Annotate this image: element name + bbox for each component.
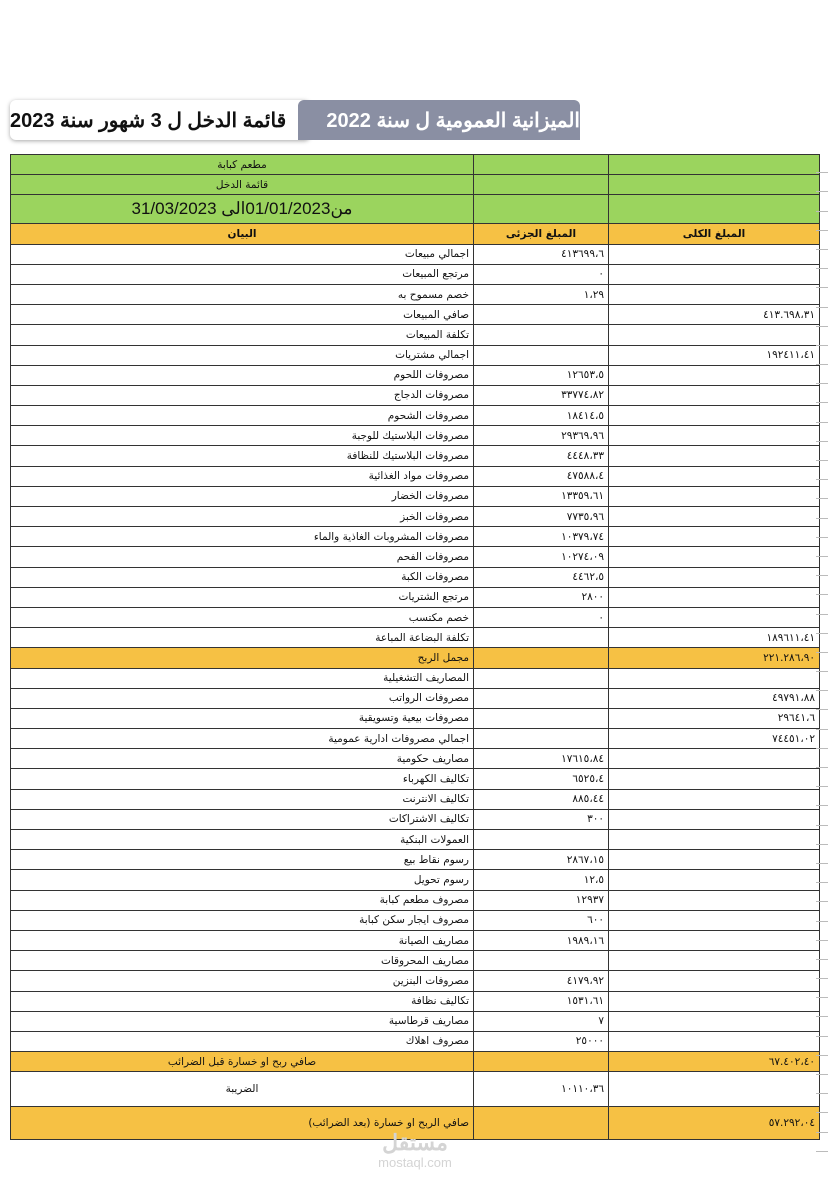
row-total-amount[interactable] bbox=[609, 244, 820, 264]
row-total-amount[interactable] bbox=[609, 951, 820, 971]
row-desc[interactable]: مجمل الربح bbox=[11, 648, 474, 668]
table-row bbox=[11, 870, 820, 890]
row-partial-amount[interactable]: ٤٧٥٨٨،٤ bbox=[474, 466, 609, 486]
table-row bbox=[11, 507, 820, 527]
stub-cell bbox=[816, 730, 828, 749]
table-row bbox=[11, 446, 820, 466]
watermark bbox=[360, 1130, 470, 1170]
row-total-amount[interactable] bbox=[609, 668, 820, 688]
row-partial-amount[interactable] bbox=[474, 951, 609, 971]
row-desc[interactable]: مصروفات الفحم bbox=[11, 547, 474, 567]
table-row bbox=[11, 910, 820, 930]
row-desc[interactable]: اجمالي مبيعات bbox=[11, 244, 474, 264]
row-total-amount[interactable] bbox=[609, 426, 820, 446]
table-row bbox=[11, 587, 820, 607]
row-total-amount[interactable] bbox=[609, 567, 820, 587]
row-desc[interactable]: خصم مسموح به bbox=[11, 284, 474, 304]
row-desc[interactable]: المصاريف التشغيلية bbox=[11, 668, 474, 688]
stub-cell bbox=[816, 192, 828, 211]
row-partial-amount[interactable] bbox=[474, 325, 609, 345]
table-row bbox=[11, 325, 820, 345]
stub-cell bbox=[816, 538, 828, 557]
stub-cell bbox=[816, 768, 828, 787]
table-row bbox=[11, 971, 820, 991]
stub-cell bbox=[816, 787, 828, 806]
column-header-row bbox=[11, 224, 820, 244]
watermark-logo: مستقل bbox=[382, 1130, 448, 1155]
watermark-text: mostaql.com bbox=[378, 1155, 452, 1170]
stub-cell bbox=[816, 1133, 828, 1152]
stub-cell bbox=[816, 154, 828, 173]
row-total-amount[interactable] bbox=[609, 486, 820, 506]
row-partial-amount[interactable]: ٢٨٠٠ bbox=[474, 587, 609, 607]
table-row bbox=[11, 385, 820, 405]
stub-cell bbox=[816, 749, 828, 768]
stub-cell bbox=[816, 173, 828, 192]
row-desc[interactable]: صافي المبيعات bbox=[11, 305, 474, 325]
stub-cell bbox=[816, 1017, 828, 1036]
stub-cell bbox=[816, 806, 828, 825]
row-total-amount[interactable]: ٦٧.٤٠٢،٤٠ bbox=[609, 1052, 820, 1072]
table-row bbox=[11, 264, 820, 284]
row-partial-amount[interactable]: ١٥٣١،٦١ bbox=[474, 991, 609, 1011]
row-total-amount[interactable] bbox=[609, 264, 820, 284]
table-row bbox=[11, 830, 820, 850]
row-total-amount[interactable] bbox=[609, 870, 820, 890]
row-total-amount[interactable] bbox=[609, 769, 820, 789]
stub-cell bbox=[816, 710, 828, 729]
table-row bbox=[11, 1031, 820, 1051]
table-row bbox=[11, 426, 820, 446]
table-row bbox=[11, 284, 820, 304]
table-row bbox=[11, 466, 820, 486]
row-partial-amount[interactable] bbox=[474, 1052, 609, 1072]
row-partial-amount[interactable] bbox=[474, 628, 609, 648]
stub-cell bbox=[816, 883, 828, 902]
stub-cell bbox=[816, 998, 828, 1017]
row-desc[interactable]: مصروفات الدجاج bbox=[11, 385, 474, 405]
row-partial-amount[interactable]: ٧ bbox=[474, 1011, 609, 1031]
row-partial-amount[interactable]: ١٠٢٧٤،٠٩ bbox=[474, 547, 609, 567]
stub-cell bbox=[816, 864, 828, 883]
row-desc[interactable]: مصروفات البنزين bbox=[11, 971, 474, 991]
table-row bbox=[11, 567, 820, 587]
row-desc[interactable]: مصروفات المشروبات الغاذية والماء bbox=[11, 527, 474, 547]
stub-cell bbox=[816, 595, 828, 614]
row-desc[interactable]: رسوم تحويل bbox=[11, 870, 474, 890]
stub-cell bbox=[816, 250, 828, 269]
stub-cell bbox=[816, 365, 828, 384]
stub-cell bbox=[816, 691, 828, 710]
table-row bbox=[11, 365, 820, 385]
statement-row bbox=[11, 175, 820, 195]
sheet-tab-balance-sheet[interactable]: الميزانية العمومية ل سنة 2022 bbox=[298, 100, 580, 140]
row-desc[interactable]: تكلفة المبيعات bbox=[11, 325, 474, 345]
table-row bbox=[11, 527, 820, 547]
table-row bbox=[11, 305, 820, 325]
row-total-amount[interactable]: ١٩٢٤١١،٤١ bbox=[609, 345, 820, 365]
row-total-amount[interactable] bbox=[609, 406, 820, 426]
row-partial-amount[interactable]: ١٠١١٠،٣٦ bbox=[474, 1072, 609, 1107]
row-desc[interactable]: اجمالي مشتريات bbox=[11, 345, 474, 365]
table-row bbox=[11, 668, 820, 688]
row-desc[interactable]: الضريبة bbox=[11, 1072, 474, 1107]
row-partial-amount[interactable]: ١،٢٩ bbox=[474, 284, 609, 304]
row-partial-amount[interactable] bbox=[474, 830, 609, 850]
row-total-amount[interactable] bbox=[609, 1072, 820, 1107]
row-partial-amount[interactable]: ١٣٣٥٩،٦١ bbox=[474, 486, 609, 506]
row-desc[interactable]: رسوم نقاط بيع bbox=[11, 850, 474, 870]
stub-cell bbox=[816, 346, 828, 365]
row-partial-amount[interactable]: ٤١٧٩،٩٢ bbox=[474, 971, 609, 991]
row-partial-amount[interactable] bbox=[474, 345, 609, 365]
row-desc[interactable]: مصاريف قرطاسية bbox=[11, 1011, 474, 1031]
row-total-amount[interactable] bbox=[609, 1031, 820, 1051]
row-total-amount[interactable] bbox=[609, 365, 820, 385]
row-total-amount[interactable] bbox=[609, 809, 820, 829]
row-desc[interactable]: مصروفات البلاستيك للنظافة bbox=[11, 446, 474, 466]
table-row bbox=[11, 930, 820, 950]
row-total-amount[interactable] bbox=[609, 890, 820, 910]
table-row bbox=[11, 890, 820, 910]
table-row bbox=[11, 345, 820, 365]
row-desc[interactable]: مصروف اهلاك bbox=[11, 1031, 474, 1051]
stub-cell bbox=[816, 1075, 828, 1094]
row-desc[interactable]: مصروف ايجار سكن كبابة bbox=[11, 910, 474, 930]
tax-row bbox=[11, 1072, 820, 1107]
table-row bbox=[11, 688, 820, 708]
stub-cell bbox=[816, 634, 828, 653]
stub-cell bbox=[816, 960, 828, 979]
table-row bbox=[11, 607, 820, 627]
row-desc[interactable]: صافي ربح او خسارة قبل الضرائب bbox=[11, 1052, 474, 1072]
table-row bbox=[11, 1011, 820, 1031]
row-total-amount[interactable] bbox=[609, 850, 820, 870]
row-total-amount[interactable] bbox=[609, 527, 820, 547]
row-total-amount[interactable] bbox=[609, 507, 820, 527]
net-before-tax-row bbox=[11, 1052, 820, 1072]
row-partial-amount[interactable]: ١٩٨٩،١٦ bbox=[474, 930, 609, 950]
column-header-total: المبلغ الكلى bbox=[609, 224, 820, 244]
row-total-amount[interactable] bbox=[609, 971, 820, 991]
stub-cell bbox=[816, 269, 828, 288]
row-partial-amount[interactable]: ٣٣٧٧٤،٨٢ bbox=[474, 385, 609, 405]
stub-cell bbox=[816, 461, 828, 480]
row-desc[interactable]: تكاليف الاشتراكات bbox=[11, 809, 474, 829]
row-total-amount[interactable] bbox=[609, 284, 820, 304]
row-desc[interactable]: مصروفات بيعية وتسويقية bbox=[11, 708, 474, 728]
stub-cell bbox=[816, 576, 828, 595]
stub-cell bbox=[816, 231, 828, 250]
period-label: من01/01/2023الى 31/03/2023 bbox=[11, 195, 474, 224]
company-name: مطعم كبابة bbox=[11, 155, 474, 175]
table-row bbox=[11, 406, 820, 426]
sheet-tabs bbox=[10, 100, 580, 140]
row-partial-amount[interactable]: ٠ bbox=[474, 607, 609, 627]
row-partial-amount[interactable] bbox=[474, 729, 609, 749]
stub-cell bbox=[816, 557, 828, 576]
row-total-amount[interactable] bbox=[609, 446, 820, 466]
row-total-amount[interactable] bbox=[609, 991, 820, 1011]
row-desc[interactable]: مصروفات مواد الغذائية bbox=[11, 466, 474, 486]
stub-cell bbox=[816, 615, 828, 634]
stub-cell bbox=[816, 403, 828, 422]
row-partial-amount[interactable]: ٧٧٣٥،٩٦ bbox=[474, 507, 609, 527]
row-partial-amount[interactable]: ١٢٩٣٧ bbox=[474, 890, 609, 910]
row-total-amount[interactable] bbox=[609, 749, 820, 769]
next-column-stub bbox=[816, 154, 828, 1164]
row-desc[interactable]: مرتجع الشتريات bbox=[11, 587, 474, 607]
row-partial-amount[interactable] bbox=[474, 648, 609, 668]
table-row bbox=[11, 628, 820, 648]
table-row bbox=[11, 708, 820, 728]
row-partial-amount[interactable] bbox=[474, 1107, 609, 1140]
row-desc[interactable]: مصروفات اللحوم bbox=[11, 365, 474, 385]
row-total-amount[interactable] bbox=[609, 789, 820, 809]
table-row bbox=[11, 991, 820, 1011]
row-partial-amount[interactable]: ٤٤٦٢،٥ bbox=[474, 567, 609, 587]
table-row bbox=[11, 729, 820, 749]
row-desc[interactable]: اجمالي مصروفات ادارية عمومية bbox=[11, 729, 474, 749]
statement-title: قائمة الدخل bbox=[11, 175, 474, 195]
row-total-amount[interactable]: ٢٩٦٤١،٦ bbox=[609, 708, 820, 728]
stub-cell bbox=[816, 902, 828, 921]
column-header-desc: البيان bbox=[11, 224, 474, 244]
row-total-amount[interactable] bbox=[609, 607, 820, 627]
row-desc[interactable]: مصروفات الرواتب bbox=[11, 688, 474, 708]
table-row bbox=[11, 769, 820, 789]
stub-cell bbox=[816, 442, 828, 461]
stub-cell bbox=[816, 384, 828, 403]
row-desc[interactable]: مصروف مطعم كبابة bbox=[11, 890, 474, 910]
row-partial-amount[interactable] bbox=[474, 668, 609, 688]
stub-cell bbox=[816, 308, 828, 327]
stub-cell bbox=[816, 845, 828, 864]
row-total-amount[interactable]: ٧٤٤٥١،٠٢ bbox=[609, 729, 820, 749]
row-partial-amount[interactable]: ١٠٣٧٩،٧٤ bbox=[474, 527, 609, 547]
stub-cell bbox=[816, 1037, 828, 1056]
row-total-amount[interactable] bbox=[609, 910, 820, 930]
stub-cell bbox=[816, 979, 828, 998]
stub-cell bbox=[816, 1113, 828, 1132]
row-partial-amount[interactable]: ٦٠٠ bbox=[474, 910, 609, 930]
row-desc[interactable]: مصاريف حكومية bbox=[11, 749, 474, 769]
row-total-amount[interactable] bbox=[609, 547, 820, 567]
stub-cell bbox=[816, 826, 828, 845]
stub-cell bbox=[816, 499, 828, 518]
row-partial-amount[interactable]: ٢٨٦٧،١٥ bbox=[474, 850, 609, 870]
row-partial-amount[interactable]: ١٨٤١٤،٥ bbox=[474, 406, 609, 426]
row-partial-amount[interactable]: ١٧٦١٥،٨٤ bbox=[474, 749, 609, 769]
row-partial-amount[interactable]: ٣٠٠ bbox=[474, 809, 609, 829]
stub-cell bbox=[816, 941, 828, 960]
stub-cell bbox=[816, 480, 828, 499]
period-row bbox=[11, 195, 820, 224]
row-partial-amount[interactable]: ٢٩٣٦٩،٩٦ bbox=[474, 426, 609, 446]
row-total-amount[interactable] bbox=[609, 385, 820, 405]
stub-cell bbox=[816, 212, 828, 231]
row-desc[interactable]: صافي الربح او خسارة (بعد الضرائب) bbox=[11, 1107, 474, 1140]
income-statement-table bbox=[10, 154, 820, 1140]
row-desc[interactable]: مصروفات الخضار bbox=[11, 486, 474, 506]
row-desc[interactable]: تكاليف نظافة bbox=[11, 991, 474, 1011]
row-desc[interactable]: العمولات البنكية bbox=[11, 830, 474, 850]
table-row bbox=[11, 809, 820, 829]
row-total-amount[interactable]: ٢٢١.٢٨٦،٩٠ bbox=[609, 648, 820, 668]
row-desc[interactable]: تكلفة البضاعة المباعة bbox=[11, 628, 474, 648]
row-total-amount[interactable]: ٥٧.٢٩٢،٠٤ bbox=[609, 1107, 820, 1140]
row-desc[interactable]: تكاليف الكهرباء bbox=[11, 769, 474, 789]
gross-profit-row bbox=[11, 648, 820, 668]
row-partial-amount[interactable]: ٨٨٥،٤٤ bbox=[474, 789, 609, 809]
table-row bbox=[11, 486, 820, 506]
row-total-amount[interactable] bbox=[609, 325, 820, 345]
row-total-amount[interactable] bbox=[609, 587, 820, 607]
table-row bbox=[11, 244, 820, 264]
table-row bbox=[11, 850, 820, 870]
row-desc[interactable]: تكاليف الانترنت bbox=[11, 789, 474, 809]
row-total-amount[interactable]: ٤٩٧٩١،٨٨ bbox=[609, 688, 820, 708]
row-desc[interactable]: مرتجع المبيعات bbox=[11, 264, 474, 284]
stub-cell bbox=[816, 672, 828, 691]
row-desc[interactable]: مصروفات الشحوم bbox=[11, 406, 474, 426]
sheet-tab-income-statement[interactable]: قائمة الدخل ل 3 شهور سنة 2023 bbox=[10, 100, 310, 140]
stub-cell bbox=[816, 1056, 828, 1075]
row-desc[interactable]: مصروفات البلاستيك للوجبة bbox=[11, 426, 474, 446]
table-row bbox=[11, 749, 820, 769]
row-desc[interactable]: مصروفات الكبة bbox=[11, 567, 474, 587]
stub-cell bbox=[816, 922, 828, 941]
row-total-amount[interactable]: ١٨٩٦١١،٤١ bbox=[609, 628, 820, 648]
row-total-amount[interactable]: ٤١٣.٦٩٨،٣١ bbox=[609, 305, 820, 325]
table-row bbox=[11, 547, 820, 567]
row-total-amount[interactable] bbox=[609, 466, 820, 486]
row-partial-amount[interactable]: ١٢٦٥٣،٥ bbox=[474, 365, 609, 385]
stub-cell bbox=[816, 288, 828, 307]
table-row bbox=[11, 951, 820, 971]
row-partial-amount[interactable] bbox=[474, 688, 609, 708]
row-partial-amount[interactable]: ٢٥٠٠٠ bbox=[474, 1031, 609, 1051]
row-desc[interactable]: مصاريف الصيانة bbox=[11, 930, 474, 950]
row-partial-amount[interactable] bbox=[474, 708, 609, 728]
table-row bbox=[11, 789, 820, 809]
row-partial-amount[interactable]: ٦٥٢٥،٤ bbox=[474, 769, 609, 789]
stub-cell bbox=[816, 519, 828, 538]
row-desc[interactable]: مصاريف المحروقات bbox=[11, 951, 474, 971]
row-partial-amount[interactable] bbox=[474, 305, 609, 325]
row-partial-amount[interactable]: ٠ bbox=[474, 264, 609, 284]
row-partial-amount[interactable]: ٤٤٤٨،٣٣ bbox=[474, 446, 609, 466]
row-partial-amount[interactable]: ١٢،٥ bbox=[474, 870, 609, 890]
column-header-partial: المبلغ الجزئى bbox=[474, 224, 609, 244]
row-desc[interactable]: خصم مكتسب bbox=[11, 607, 474, 627]
stub-cell bbox=[816, 653, 828, 672]
stub-cell bbox=[816, 1094, 828, 1113]
row-partial-amount[interactable]: ٤١٣٦٩٩،٦ bbox=[474, 244, 609, 264]
company-row bbox=[11, 155, 820, 175]
stub-cell bbox=[816, 327, 828, 346]
row-total-amount[interactable] bbox=[609, 1011, 820, 1031]
row-total-amount[interactable] bbox=[609, 830, 820, 850]
stub-cell bbox=[816, 423, 828, 442]
row-total-amount[interactable] bbox=[609, 930, 820, 950]
row-desc[interactable]: مصروفات الخبز bbox=[11, 507, 474, 527]
